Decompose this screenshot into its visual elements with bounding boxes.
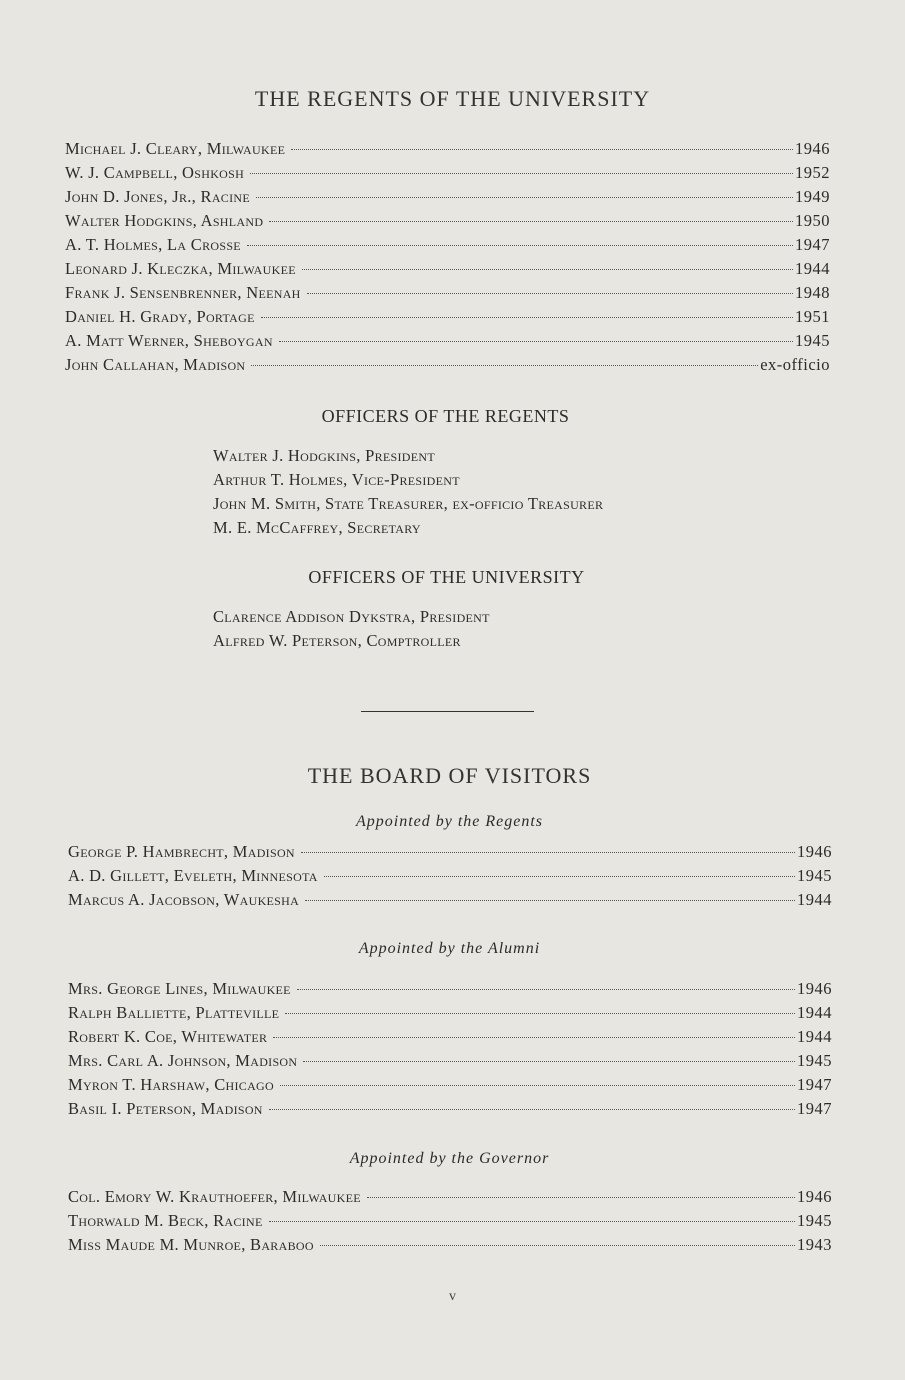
dot-leader xyxy=(285,1013,795,1014)
officers-university-list xyxy=(213,605,813,653)
member-name: Frank J. Sensenbrenner, Neenah xyxy=(65,283,301,302)
member-term: 1945 xyxy=(797,1051,832,1070)
dot-leader xyxy=(251,365,758,366)
member-name: Daniel H. Grady, Portage xyxy=(65,307,255,326)
member-name: Mrs. George Lines, Milwaukee xyxy=(68,979,291,998)
list-item xyxy=(68,864,832,888)
member-term: 1944 xyxy=(797,890,832,909)
list-item xyxy=(68,1097,832,1121)
dot-leader xyxy=(307,293,793,294)
member-name: George P. Hambrecht, Madison xyxy=(68,842,295,861)
member-term: 1946 xyxy=(797,842,832,861)
member-name: Michael J. Cleary, Milwaukee xyxy=(65,139,286,158)
member-name: Mrs. Carl A. Johnson, Madison xyxy=(68,1051,298,1070)
list-item xyxy=(65,305,830,329)
list-item xyxy=(68,1025,832,1049)
dot-leader xyxy=(269,1109,795,1110)
list-item xyxy=(68,888,832,912)
group-heading: Appointed by the Regents xyxy=(355,813,544,830)
officers-regents-list xyxy=(213,444,813,540)
member-term: 1947 xyxy=(797,1075,832,1094)
member-term: 1944 xyxy=(795,259,830,278)
member-name: A. T. Holmes, La Crosse xyxy=(65,235,241,254)
dot-leader xyxy=(324,876,795,877)
member-term: 1945 xyxy=(797,866,832,885)
list-item xyxy=(68,1049,832,1073)
dot-leader xyxy=(291,149,793,150)
page-number: v xyxy=(449,1289,456,1304)
dot-leader xyxy=(250,173,793,174)
dot-leader xyxy=(367,1197,795,1198)
member-name: Walter Hodgkins, Ashland xyxy=(65,211,264,230)
member-name: Col. Emory W. Krauthoefer, Milwaukee xyxy=(68,1187,361,1206)
dot-leader xyxy=(247,245,793,246)
member-name: A. Matt Werner, Sheboygan xyxy=(65,331,273,350)
member-term: 1947 xyxy=(795,235,830,254)
member-name: Ralph Balliette, Platteville xyxy=(68,1003,280,1022)
list-item xyxy=(65,161,830,185)
list-item xyxy=(65,329,830,353)
member-term: 1947 xyxy=(797,1099,832,1118)
visitors-regents-list xyxy=(68,840,832,912)
dot-leader xyxy=(280,1085,795,1086)
list-item xyxy=(68,1001,832,1025)
dot-leader xyxy=(303,1061,795,1062)
member-term: 1950 xyxy=(795,211,830,230)
member-term: 1946 xyxy=(795,139,830,158)
dot-leader xyxy=(320,1245,795,1246)
officers-university-title: OFFICERS OF THE UNIVERSITY xyxy=(308,567,585,587)
regents-list xyxy=(65,137,830,377)
list-item xyxy=(65,353,830,377)
officer-line: John M. Smith, State Treasurer, ex-officio Treasurer xyxy=(213,494,604,513)
member-name: Leonard J. Kleczka, Milwaukee xyxy=(65,259,296,278)
list-item xyxy=(65,233,830,257)
list-item xyxy=(65,281,830,305)
member-name: Thorwald M. Beck, Racine xyxy=(68,1211,263,1230)
officer-line: M. E. McCaffrey, Secretary xyxy=(213,518,421,537)
member-name: John Callahan, Madison xyxy=(65,355,246,374)
dot-leader xyxy=(279,341,793,342)
officer-line: Alfred W. Peterson, Comptroller xyxy=(213,631,461,650)
list-item xyxy=(68,1233,832,1257)
list-item xyxy=(68,977,832,1001)
member-name: Marcus A. Jacobson, Waukesha xyxy=(68,890,300,909)
dot-leader xyxy=(261,317,793,318)
list-item xyxy=(68,840,832,864)
dot-leader xyxy=(269,221,793,222)
list-item xyxy=(68,1073,832,1097)
member-term: 1948 xyxy=(795,283,830,302)
dot-leader xyxy=(269,1221,795,1222)
officers-regents-title: OFFICERS OF THE REGENTS xyxy=(321,406,570,426)
group-heading: Appointed by the Governor xyxy=(349,1150,550,1167)
list-item xyxy=(65,209,830,233)
dot-leader xyxy=(305,900,795,901)
officer-line: Walter J. Hodgkins, President xyxy=(213,446,435,465)
section-divider xyxy=(361,711,534,712)
list-item xyxy=(65,185,830,209)
dot-leader xyxy=(301,852,795,853)
member-term: 1943 xyxy=(797,1235,832,1254)
visitors-governor-list xyxy=(68,1185,832,1257)
member-term: 1945 xyxy=(797,1211,832,1230)
dot-leader xyxy=(273,1037,795,1038)
member-name: Basil I. Peterson, Madison xyxy=(68,1099,263,1118)
member-name: A. D. Gillett, Eveleth, Minnesota xyxy=(68,866,318,885)
member-term: ex-officio xyxy=(760,355,830,374)
regents-title: THE REGENTS OF THE UNIVERSITY xyxy=(254,86,651,111)
member-name: W. J. Campbell, Oshkosh xyxy=(65,163,245,182)
member-term: 1944 xyxy=(797,1027,832,1046)
member-term: 1945 xyxy=(795,331,830,350)
visitors-title: THE BOARD OF VISITORS xyxy=(307,763,592,788)
dot-leader xyxy=(302,269,793,270)
member-term: 1944 xyxy=(797,1003,832,1022)
list-item xyxy=(65,257,830,281)
member-term: 1949 xyxy=(795,187,830,206)
member-term: 1952 xyxy=(795,163,830,182)
list-item xyxy=(65,137,830,161)
member-term: 1946 xyxy=(797,979,832,998)
member-name: Myron T. Harshaw, Chicago xyxy=(68,1075,274,1094)
member-name: John D. Jones, Jr., Racine xyxy=(65,187,250,206)
dot-leader xyxy=(297,989,795,990)
member-name: Robert K. Coe, Whitewater xyxy=(68,1027,268,1046)
visitors-alumni-list xyxy=(68,977,832,1121)
member-term: 1951 xyxy=(795,307,830,326)
group-heading: Appointed by the Alumni xyxy=(358,940,541,957)
member-name: Miss Maude M. Munroe, Baraboo xyxy=(68,1235,314,1254)
dot-leader xyxy=(256,197,793,198)
list-item xyxy=(68,1209,832,1233)
list-item xyxy=(68,1185,832,1209)
member-term: 1946 xyxy=(797,1187,832,1206)
officer-line: Arthur T. Holmes, Vice-President xyxy=(213,470,460,489)
officer-line: Clarence Addison Dykstra, President xyxy=(213,607,490,626)
